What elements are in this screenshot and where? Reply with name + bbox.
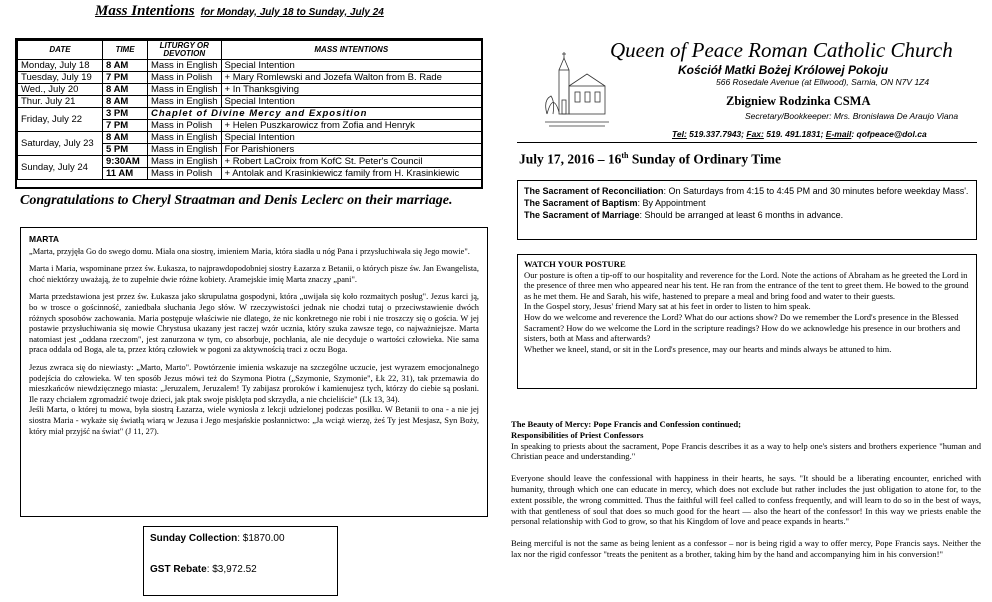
row-date: Saturday, July 23 — [18, 132, 103, 156]
sacrament-item — [524, 185, 970, 197]
row-time: 9:30AM — [103, 156, 148, 168]
church-sketch-image — [545, 52, 609, 132]
row-time: 7 PM — [103, 72, 148, 84]
marta-paragraph: „Marta, przyjęła Go do swego domu. Miała ona siostrę, imieniem Maria, która siadła u nóg Pana i przysłuchiwała się Jego mowie". — [29, 246, 470, 256]
row-date: Wed., July 20 — [18, 84, 103, 96]
beauty-paragraph: Being merciful is not the same as being lenient as a confessor – nor is being rigid a way to offer mercy, Pope Francis says. Neither the lax nor the rigid confessor "treats the penitent as a brother, taking him by the hand and accompanying him in his conversion!" — [511, 538, 981, 559]
beauty-subheading: Responsibilities of Priest Confessors — [511, 429, 644, 440]
row-intention: For Parishioners — [221, 144, 481, 156]
watch-text: Whether we kneel, stand, or sit in the Lord's presence, may our hearts and minds always be attuned to him. — [524, 343, 892, 354]
contact-line — [672, 129, 927, 139]
watch-text: How do we welcome and reverence the Lord? What do our actions show? Do we remember the Lord's presence in the Blessed Sacrament? How do we welcome the Lord in the scripture readings? How do we acknowledge his presence in our brothers and sisters, both at Mass and afterwards? — [524, 311, 961, 344]
row-time: 8 AM — [103, 132, 148, 144]
col-header-intentions: MASS INTENTIONS — [221, 41, 481, 60]
col-header-liturgy: LITURGY OR DEVOTION — [148, 41, 222, 60]
marta-paragraph: Marta i Maria, wspominane przez św. Łukasza, to najprawdopodobniej siostry Łazarza z Betanii, o których pisze św. Jan Ewangelista, choć niektórzy uważają, że to zupełnie dwie różne kobiety. Aramejskie imię Marta znaczy „pani". — [29, 264, 479, 284]
table-row — [18, 96, 482, 108]
gst-rebate — [150, 564, 331, 575]
sacrament-text: : Should be arranged at least 6 months in advance. — [639, 210, 844, 220]
row-liturgy: Mass in Polish — [148, 72, 222, 84]
beauty-paragraph: In speaking to priests about the sacrament, Pope Francis describes it as a way to help one's sisters and brothers experience "human and Christian peace and understanding." — [511, 440, 981, 462]
table-row — [18, 60, 482, 72]
priest-name: Zbigniew Rodzinka CSMA — [726, 94, 871, 108]
row-liturgy: Mass in Polish — [148, 120, 222, 132]
chaplet-cell: Chaplet of Divine Mercy and Exposition — [148, 108, 482, 120]
marta-heading: MARTA — [29, 234, 60, 244]
table-row — [18, 156, 482, 168]
row-time: 8 AM — [103, 96, 148, 108]
table-row — [18, 84, 482, 96]
church-name: Queen of Peace Roman Catholic Church — [610, 38, 953, 62]
row-date: Thur. July 21 — [18, 96, 103, 108]
row-intention: Special Intention — [221, 132, 481, 144]
sacrament-item — [524, 209, 970, 221]
email-value: : qofpeace@dol.ca — [851, 129, 927, 139]
mass-intentions-heading: Mass Intentions — [95, 3, 195, 19]
church-address: 566 Rosedale Avenue (at Ellwood), Sarnia, ON N7V 1Z4 — [716, 77, 930, 87]
header-divider — [517, 142, 977, 143]
sunday-collection — [150, 533, 331, 544]
table-row — [18, 108, 482, 120]
watch-text: Our posture is often a tip-off to our hospitality and reverence for the Lord. Note the actions of Abraham as he greeted the Lord in the presence of three men who appeared near his tent. He ran from the entrance of the tent to greet them. He bowed to the ground as he met them. He and Sarah, his wife, hastened to prepare a meal and bring food and water to their guests. — [524, 269, 969, 301]
secretary-line: Secretary/Bookkeeper: Mrs. Bronisława De Araujo Viana — [745, 111, 959, 121]
sunday-title-sup: th — [621, 151, 629, 160]
beauty-of-mercy-article — [511, 419, 981, 571]
row-liturgy: Mass in Polish — [148, 168, 222, 180]
row-liturgy: Mass in English — [148, 84, 222, 96]
row-liturgy: Mass in English — [148, 60, 222, 72]
row-time: 8 AM — [103, 60, 148, 72]
row-intention: + Robert LaCroix from KofC St. Peter's Council — [221, 156, 481, 168]
col-header-date: DATE — [18, 41, 103, 60]
row-time: 11 AM — [103, 168, 148, 180]
beauty-heading: The Beauty of Mercy: Pope Francis and Confession continued; — [511, 419, 741, 429]
row-liturgy: Mass in English — [148, 132, 222, 144]
table-row — [18, 72, 482, 84]
sunday-title-pre: July 17, 2016 – 16 — [519, 151, 622, 167]
beauty-paragraph: Everyone should leave the confessional with happiness in their hearts, he says. "It should be a liberating encounter, enriched with humanity, through which one can educate in mercy, which does not exclude but rather includes the just obligation to atone for, to the extent possible, the wrong committed. Thus the faithful will feel called to confess frequently, and will learn to do so in the best of ways, with that gentleness of soul that does so much good for the heart — also the heart of the confessor! In this way we priests enable the personal relationship with God to grow, so that his Kingdom of love and peace expands in hearts." — [511, 473, 981, 527]
row-date: Tuesday, July 19 — [18, 72, 103, 84]
marta-article — [20, 227, 488, 517]
table-row — [18, 132, 482, 144]
row-liturgy: Mass in English — [148, 96, 222, 108]
tel-value: 519.337.7943; — [686, 129, 744, 139]
col-header-time: TIME — [103, 41, 148, 60]
sunday-title-post: Sunday of Ordinary Time — [628, 151, 782, 167]
marta-paragraph: Jezus zwraca się do niewiasty: „Marto, Marto". Powtórzenie imienia wskazuje na szczególne uczucie, jest wyrazem emocjonalnego podejścia do człowieka. W ten sposób Jezus mówi też do Szymona Piotra („Szymonie, Szymonie", Łk 22, 31), tak przemawia do mieszkańców niewdzięcznego miasta: „Jeruzalem, Jeruzalem! Ty zabijasz proroków i kamienujesz tych, którzy do ciebie są posłani. Ile razy chciałem zgromadzić twoje dzieci, jak ptak swoje pisklęta pod skrzydła, a nie chcieliście" (Lk 13, 34). — [29, 362, 479, 404]
sacraments-box — [517, 180, 977, 240]
marta-paragraph: Jeśli Marta, o której tu mowa, była siostrą Łazarza, wiele wyniosła z lekcji udzielonej podczas posiłku. W Betanii to ona - a nie jej siostra Maria - wykaże się światłą wiarą w Jezusa i Jego mesjańskie posłannictwo: „Ja wciąż wierzę, żeś Ty jest Mesjasz, Syn Boży, który miał przyjść na świat" (J 11, 27). — [29, 405, 479, 436]
marta-paragraph: Marta przedstawiona jest przez św. Łukasza jako skrupulatna gospodyni, która „uwijała się koło rozmaitych posług". Jezus karci ją, bo w trosce o gościnność, zaniedbała słuchania Jego słów. W rzeczywistości jednak nie chodzi tutaj o przeciwstawienie dwóch różnych sposobów zachowania. Maria postępuje właściwie nie dlatego, że nic konkretnego nie robi i nie troszczy się o gościa. W jej postawie przysłuchiwania się mowie Chrystusa ukazany jest raczej wzór ucznia, który szuka zawsze tego, co najważniejsze. Marta natomiast jest „oddana rzeczom", jest zanurzona w tym, co absorbuje, pochłania, ale nie decyduje o wartości człowieka. Nie sama praca oddala od Boga, ale ta, przez którą człowiek w pogoni za aktywnością traci z oczu Boga. — [29, 292, 479, 355]
sunday-title — [519, 151, 781, 168]
mass-intentions-subtitle: for Monday, July 18 to Sunday, July 24 — [200, 7, 384, 18]
tel-label: Tel: — [672, 129, 687, 139]
rebate-value: : $3,972.52 — [206, 564, 257, 575]
sacrament-item — [524, 197, 970, 209]
row-date: Sunday, July 24 — [18, 156, 103, 180]
sacrament-label: The Sacrament of Reconciliation — [524, 186, 664, 196]
sacrament-label: The Sacrament of Baptism — [524, 198, 638, 208]
row-intention: + Antolak and Krasinkiewicz family from H. Krasinkiewic — [221, 168, 481, 180]
congratulations-banner: Congratulations to Cheryl Straatman and Denis Leclerc on their marriage. — [20, 193, 453, 208]
watch-text: In the Gospel story, Jesus' friend Mary sat at his feet in order to listen to him speak. — [524, 301, 811, 312]
email-label: E-mail — [825, 129, 852, 139]
mass-intentions-title — [95, 3, 384, 20]
finances-box — [143, 526, 338, 596]
row-date: Friday, July 22 — [18, 108, 103, 132]
table-header-row — [18, 41, 482, 60]
row-time: 8 AM — [103, 84, 148, 96]
collection-label: Sunday Collection — [150, 533, 238, 544]
row-intention: + In Thanksgiving — [221, 84, 481, 96]
sacrament-text: : On Saturdays from 4:15 to 4:45 PM and 30 minutes before weekday Mass'. — [663, 186, 969, 196]
row-date: Monday, July 18 — [18, 60, 103, 72]
row-time: 7 PM — [103, 120, 148, 132]
rebate-label: GST Rebate — [150, 564, 207, 575]
fax-value: 519. 491.1831; — [763, 129, 824, 139]
row-intention: + Mary Romlewski and Jozefa Walton from B. Rade — [221, 72, 481, 84]
row-liturgy: Mass in English — [148, 144, 222, 156]
row-time: 5 PM — [103, 144, 148, 156]
row-intention: Special Intention — [221, 96, 481, 108]
collection-value: : $1870.00 — [237, 533, 285, 544]
row-time: 3 PM — [103, 108, 148, 120]
sacrament-label: The Sacrament of Marriage — [524, 210, 640, 220]
row-intention: + Helen Puszkarowicz from Zofia and Henryk — [221, 120, 481, 132]
church-polish-name: Kościół Matki Bożej Królowej Pokoju — [678, 63, 889, 77]
row-liturgy: Mass in English — [148, 156, 222, 168]
mass-intentions-table — [17, 40, 482, 180]
watch-heading: WATCH YOUR POSTURE — [524, 259, 626, 269]
watch-posture-box — [517, 254, 977, 389]
fax-label: Fax: — [746, 129, 764, 139]
sacrament-text: : By Appointment — [637, 198, 706, 208]
row-intention: Special Intention — [221, 60, 481, 72]
